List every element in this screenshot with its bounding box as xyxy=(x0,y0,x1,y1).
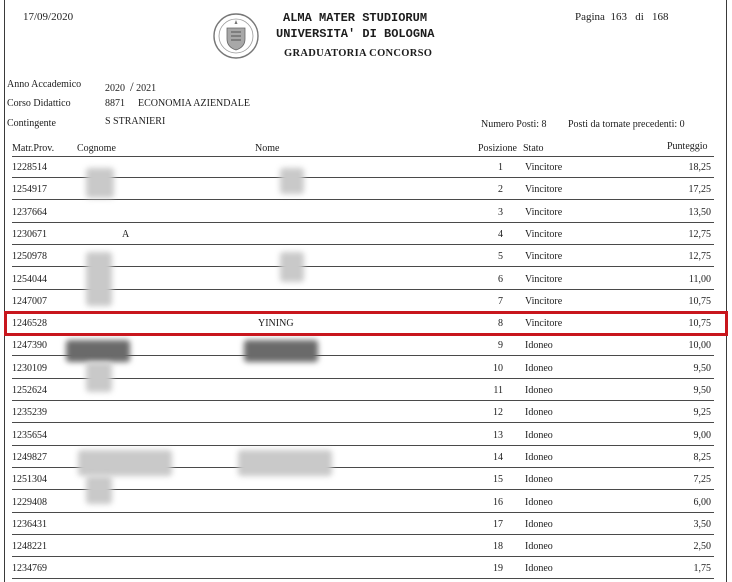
stato-cell: Idoneo xyxy=(525,474,553,486)
col-header-posizione: Posizione xyxy=(478,143,517,154)
stato-cell: Idoneo xyxy=(525,451,553,463)
stato-cell: Idoneo xyxy=(525,385,553,396)
col-header-punteggio: Punteggio xyxy=(667,141,708,152)
punteggio-cell: 12,75 xyxy=(688,228,711,240)
page-indicator xyxy=(575,11,669,23)
matricola-cell: 1230109 xyxy=(12,362,47,374)
row-divider xyxy=(12,222,714,223)
print-date: 17/09/2020 xyxy=(23,11,74,23)
stato-cell: Idoneo xyxy=(525,563,553,575)
posizione-cell: 1 xyxy=(498,162,503,173)
punteggio-cell: 10,00 xyxy=(688,340,711,352)
punteggio-cell: 13,50 xyxy=(688,206,711,218)
stato-cell: Vincitore xyxy=(525,251,563,263)
punteggio-cell: 2,50 xyxy=(693,541,711,553)
row-divider xyxy=(12,489,714,490)
row-divider xyxy=(12,422,714,423)
posizione-cell: 9 xyxy=(498,340,503,352)
anno-start: 2020 xyxy=(105,83,125,94)
matricola-cell: 1237664 xyxy=(12,206,47,218)
stato-cell: Vincitore xyxy=(525,206,563,218)
redaction-blur xyxy=(280,168,304,194)
redaction-blur xyxy=(86,252,112,306)
posizione-cell: 16 xyxy=(493,496,503,508)
punteggio-cell: 8,25 xyxy=(693,451,711,463)
posizione-cell: 8 xyxy=(498,318,503,330)
stato-cell: Vincitore xyxy=(525,318,563,330)
matricola-cell: 1248221 xyxy=(12,541,47,553)
highlighted-row-frame xyxy=(4,311,728,336)
redaction-blur xyxy=(66,340,130,362)
header-divider xyxy=(12,156,714,157)
row-divider xyxy=(12,289,714,290)
university-line1: ALMA MATER STUDIORUM xyxy=(283,11,428,25)
row-divider xyxy=(12,534,714,535)
anno-end: 2021 xyxy=(136,83,157,94)
row-divider xyxy=(12,578,714,579)
matricola-cell: 1229408 xyxy=(12,496,47,508)
matricola-cell: 1252624 xyxy=(12,385,47,396)
page-border-left xyxy=(4,0,5,582)
row-divider xyxy=(12,400,714,401)
stato-cell: Idoneo xyxy=(525,362,553,374)
corso-label: Corso Didattico xyxy=(7,98,71,109)
posizione-cell: 6 xyxy=(498,273,503,285)
page-label: Pagina xyxy=(575,11,605,23)
anno-value xyxy=(105,79,156,95)
col-header-cognome: Cognome xyxy=(77,143,116,154)
matricola-cell: 1236431 xyxy=(12,518,47,530)
nome-cell: YINING xyxy=(258,318,294,330)
matricola-cell: 1234769 xyxy=(12,563,47,575)
page-of: di xyxy=(635,11,644,23)
punteggio-cell: 9,00 xyxy=(693,429,711,441)
punteggio-cell: 11,00 xyxy=(688,273,711,285)
matricola-cell: 1254917 xyxy=(12,184,47,196)
punteggio-cell: 1,75 xyxy=(693,563,711,575)
stato-cell: Idoneo xyxy=(525,407,553,419)
contingente-label: Contingente xyxy=(7,118,56,129)
matricola-cell: 1235239 xyxy=(12,407,47,419)
contingente-value: S STRANIERI xyxy=(105,116,166,127)
col-header-matr: Matr.Prov. xyxy=(12,143,55,154)
stato-cell: Vincitore xyxy=(525,228,563,240)
stato-cell: Vincitore xyxy=(525,184,563,196)
stato-cell: Idoneo xyxy=(525,340,553,352)
corso-code: 8871 xyxy=(105,98,125,109)
posizione-cell: 17 xyxy=(493,518,503,530)
posizione-cell: 13 xyxy=(493,429,503,441)
stato-cell: Vincitore xyxy=(525,162,563,173)
matricola-cell: 1250978 xyxy=(12,251,47,263)
matricola-cell: 1247007 xyxy=(12,295,47,307)
posizione-cell: 18 xyxy=(493,541,503,553)
redaction-blur xyxy=(280,252,304,282)
redaction-blur xyxy=(238,450,332,476)
row-divider xyxy=(12,445,714,446)
row-divider xyxy=(12,244,714,245)
page-total: 168 xyxy=(652,11,669,23)
matricola-cell: 1228514 xyxy=(12,162,47,173)
anno-label: Anno Accademico xyxy=(7,79,82,90)
punteggio-cell: 3,50 xyxy=(693,518,711,530)
row-divider xyxy=(12,378,714,379)
punteggio-cell: 6,00 xyxy=(693,496,711,508)
redaction-blur xyxy=(78,450,172,476)
punteggio-cell: 9,50 xyxy=(693,362,711,374)
cognome-cell: A xyxy=(122,228,130,240)
posti-tornate: Posti da tornate precedenti: 0 xyxy=(568,119,685,130)
document-subtitle: GRADUATORIA CONCORSO xyxy=(284,48,433,59)
punteggio-cell: 12,75 xyxy=(688,251,711,263)
posizione-cell: 5 xyxy=(498,251,503,263)
posizione-cell: 4 xyxy=(498,228,503,240)
redaction-blur xyxy=(86,362,112,392)
numero-posti: Numero Posti: 8 xyxy=(481,119,547,130)
matricola-cell: 1230671 xyxy=(12,228,47,240)
punteggio-cell: 7,25 xyxy=(693,474,711,486)
university-seal-icon xyxy=(212,12,260,60)
redaction-blur xyxy=(244,340,318,362)
matricola-cell: 1247390 xyxy=(12,340,47,352)
row-divider xyxy=(12,199,714,200)
posizione-cell: 12 xyxy=(493,407,503,419)
posizione-cell: 14 xyxy=(493,451,503,463)
posizione-cell: 15 xyxy=(493,474,503,486)
anno-separator: / xyxy=(130,79,134,94)
stato-cell: Idoneo xyxy=(525,429,553,441)
redaction-blur xyxy=(86,476,112,504)
stato-cell: Idoneo xyxy=(525,541,553,553)
row-divider xyxy=(12,556,714,557)
col-header-stato: Stato xyxy=(523,143,544,154)
punteggio-cell: 17,25 xyxy=(688,184,711,196)
stato-cell: Vincitore xyxy=(525,295,563,307)
punteggio-cell: 9,25 xyxy=(693,407,711,419)
matricola-cell: 1235654 xyxy=(12,429,47,441)
redaction-blur xyxy=(86,168,114,198)
stato-cell: Idoneo xyxy=(525,496,553,508)
university-line2: UNIVERSITA' DI BOLOGNA xyxy=(276,27,435,41)
stato-cell: Vincitore xyxy=(525,273,563,285)
punteggio-cell: 18,25 xyxy=(688,162,711,173)
posizione-cell: 11 xyxy=(493,385,503,396)
corso-name: ECONOMIA AZIENDALE xyxy=(138,98,250,109)
stato-cell: Idoneo xyxy=(525,518,553,530)
matricola-cell: 1251304 xyxy=(12,474,47,486)
row-divider xyxy=(12,266,714,267)
page-current: 163 xyxy=(610,11,627,23)
row-divider xyxy=(12,177,714,178)
col-header-nome: Nome xyxy=(255,143,280,154)
matricola-cell: 1249827 xyxy=(12,451,47,463)
punteggio-cell: 10,75 xyxy=(688,295,711,307)
matricola-cell: 1254044 xyxy=(12,273,47,285)
posizione-cell: 10 xyxy=(493,362,503,374)
posizione-cell: 7 xyxy=(498,295,503,307)
page-border-right xyxy=(726,0,727,582)
punteggio-cell: 9,50 xyxy=(693,385,711,396)
row-divider xyxy=(12,512,714,513)
matricola-cell: 1246528 xyxy=(12,318,47,330)
punteggio-cell: 10,75 xyxy=(688,318,711,330)
posizione-cell: 19 xyxy=(493,563,503,575)
posizione-cell: 3 xyxy=(498,206,503,218)
posizione-cell: 2 xyxy=(498,184,503,196)
